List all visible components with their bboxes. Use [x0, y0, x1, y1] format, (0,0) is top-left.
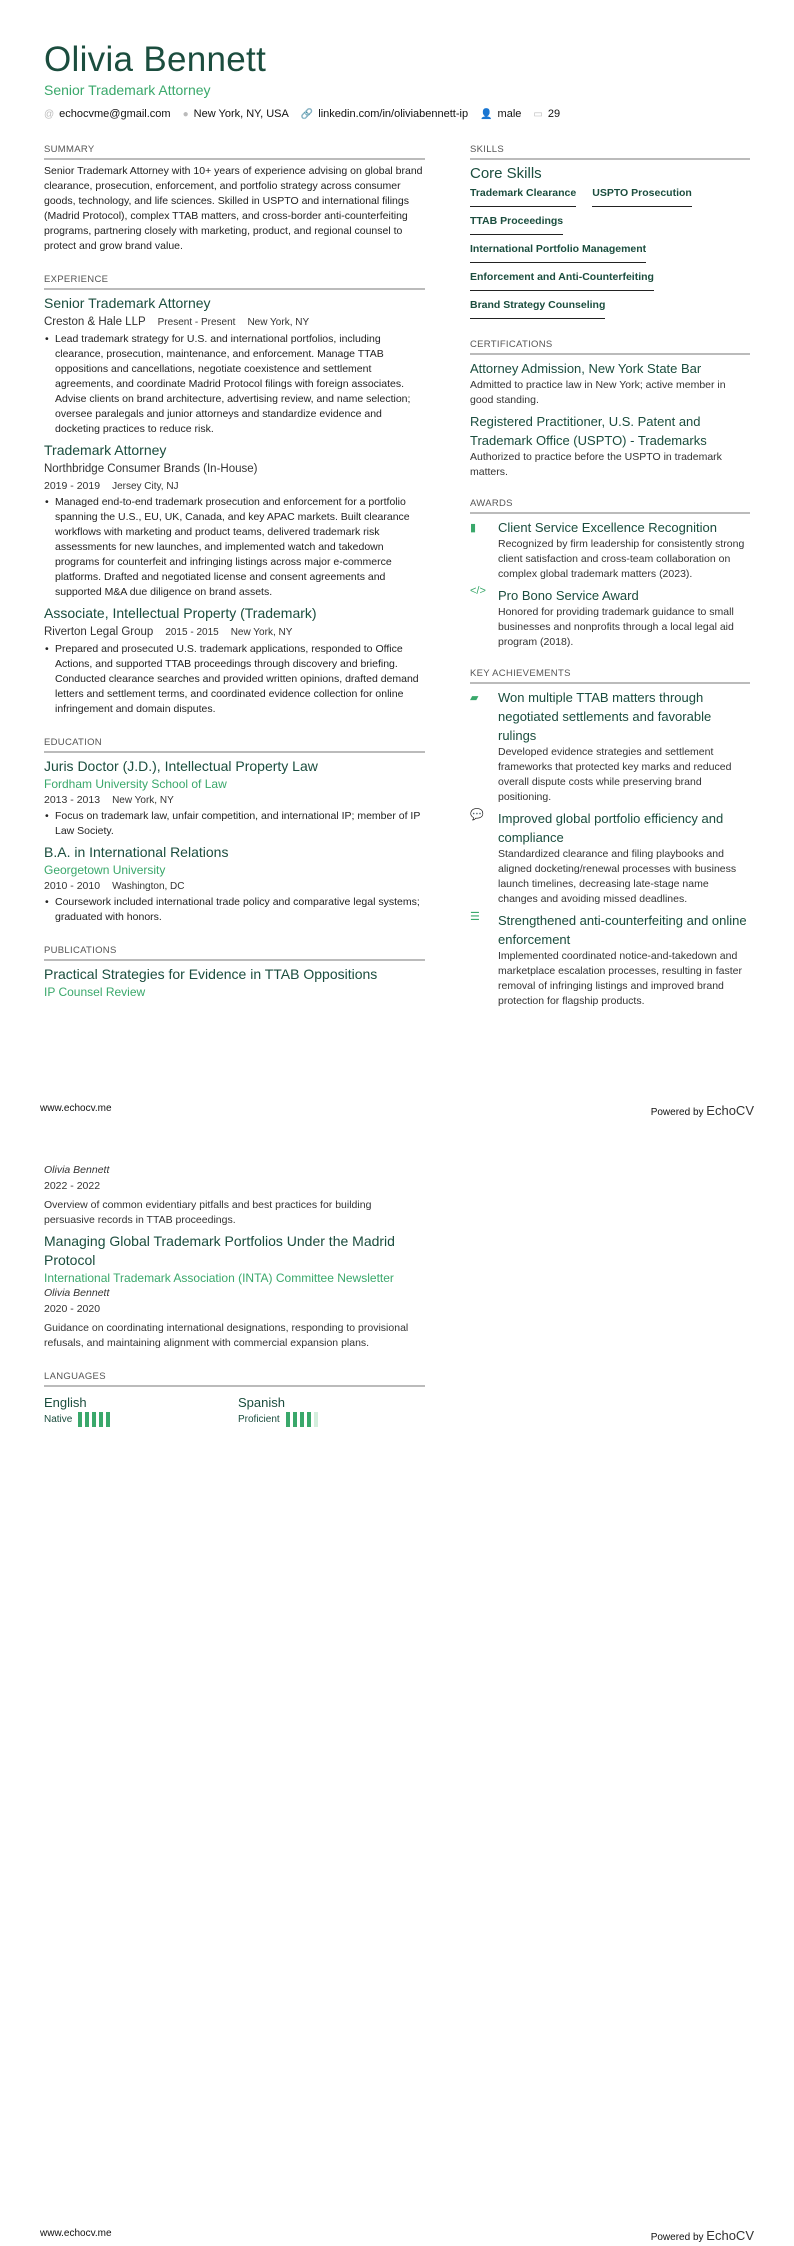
language-rating-bars	[286, 1412, 318, 1427]
degree: B.A. in International Relations	[44, 844, 229, 860]
company: Northbridge Consumer Brands (In-House)	[44, 463, 258, 475]
contact-text: linkedin.com/in/oliviabennett-ip	[318, 108, 469, 120]
job-bullet: • Lead trademark strategy for U.S. and international portfolios, including clearance, prosecution, maintenance, and enforcement. Manage TTAB oppositions and cancellations, negotiate coexistence and settlement agreements, and coordinate Madrid Protocol filings with foreign associates. Advise clients on brand architecture, advertising review, and name selection; oversee paralegals and junior attorneys and standardize evidence and docketing practices to reduce risk.	[44, 332, 425, 437]
left-column	[44, 130, 425, 1000]
dates: 2015 - 2015	[165, 627, 219, 638]
achievement-description: Standardized clearance and filing playbooks and aligned docketing/renewal processes with business launch timelines, decreasing late-stage name changes and avoiding missed deadlines.	[498, 848, 737, 905]
candidate-title: Senior Trademark Attorney	[44, 82, 211, 98]
achievement-title: Strengthened anti-counterfeiting and online enforcement	[498, 913, 747, 947]
calendar-icon: ▭	[533, 109, 543, 120]
right-column	[470, 130, 750, 1009]
job-role: Trademark Attorney	[44, 442, 167, 458]
candidate-name: Olivia Bennett	[44, 40, 267, 79]
location: Washington, DC	[112, 881, 185, 892]
section-heading-summary: SUMMARY	[44, 144, 425, 160]
rating-bar	[92, 1412, 96, 1427]
rating-bar	[293, 1412, 297, 1427]
achievement-item	[470, 805, 750, 907]
education-item	[44, 757, 425, 839]
footer-powered	[651, 2228, 754, 2243]
powered-by-label: Powered by	[650, 2232, 704, 2243]
section-heading-awards: AWARDS	[470, 498, 750, 514]
experience-item	[44, 294, 425, 437]
publisher: International Trademark Association (INTA) Committee Newsletter	[44, 1271, 394, 1285]
achievement-item	[470, 907, 750, 1009]
left-column	[44, 1163, 425, 1427]
company: Creston & Hale LLP	[44, 316, 146, 328]
award-description: Recognized by firm leadership for consistently strong client satisfaction and cross-team collaboration on complex global trademark matters (2023).	[498, 538, 745, 580]
rating-bar	[99, 1412, 103, 1427]
publisher: IP Counsel Review	[44, 985, 146, 999]
language-name: Spanish	[238, 1395, 285, 1410]
publication-dates: 2020 - 2020	[44, 1303, 101, 1315]
contact-location	[183, 108, 289, 120]
certification-title: Attorney Admission, New York State Bar	[470, 361, 702, 376]
job-bullet: • Prepared and prosecuted U.S. trademark applications, responded to Office Actions, and supported TTAB proceedings through discovery and briefing. Conducted clearance searches and provided written opinions, drafted demand letters and settlement terms, and coordinated evidence collection for online infringement and domain disputes.	[44, 642, 425, 717]
achievement-title: Won multiple TTAB matters through negotiated settlements and favorable rulings	[498, 690, 712, 743]
footer-site-link[interactable]: www.echocv.me	[40, 1103, 112, 1114]
education-item	[44, 843, 425, 925]
language-rating-bars	[78, 1412, 110, 1427]
location: Jersey City, NJ	[112, 481, 179, 492]
skill-tag: Enforcement and Anti-Counterfeiting	[470, 267, 654, 291]
languages-list	[44, 1391, 425, 1427]
experience-item	[44, 441, 425, 600]
publication-author: Olivia Bennett	[44, 1164, 110, 1176]
section-heading-skills: SKILLS	[470, 144, 750, 160]
footer-site-link[interactable]: www.echocv.me	[40, 2228, 112, 2239]
publication-author: Olivia Bennett	[44, 1287, 110, 1299]
skill-group-title: Core Skills	[470, 165, 542, 182]
award-item	[470, 518, 750, 582]
school: Georgetown University	[44, 863, 166, 877]
skill-tag: International Portfolio Management	[470, 239, 646, 263]
page-footer	[40, 1103, 754, 1118]
contact-text: 29	[547, 108, 561, 120]
rating-bar	[300, 1412, 304, 1427]
rating-bar	[314, 1412, 318, 1427]
publication-title: Practical Strategies for Evidence in TTAB Oppositions	[44, 966, 378, 982]
dates: 2013 - 2013	[44, 794, 101, 806]
location: New York, NY	[230, 627, 293, 638]
job-bullet: • Managed end-to-end trademark prosecution and enforcement for a portfolio spanning the U.S., EU, UK, Canada, and key APAC markets. Built clearance workflows with marketing and product teams, delivered trademark risk assessments for new launches, and implemented watch and takedown programs for counterfeit and infringing listings across major e-commerce platforms. Drafted and negotiated license and consent agreements and supported M&A due diligence on brand assets.	[44, 495, 425, 600]
dates: 2019 - 2019	[44, 480, 101, 492]
company: Riverton Legal Group	[44, 626, 154, 638]
location: New York, NY	[112, 795, 174, 806]
section-heading-achievements: KEY ACHIEVEMENTS	[470, 668, 750, 684]
achievement-description: Developed evidence strategies and settlement frameworks that protected key marks and reduced overall dispute costs while preserving brand positioning.	[498, 746, 732, 803]
brand-logo: EchoCV	[706, 1103, 754, 1118]
contact-gender	[480, 108, 521, 120]
location: New York, NY	[247, 317, 310, 328]
contact-linkedin[interactable]	[301, 108, 468, 120]
publication-description: Guidance on coordinating international designations, responding to provisional refusals, and maintaining alignment with commercial expansion plans.	[44, 1322, 409, 1349]
award-item	[470, 582, 750, 650]
language-level: Native	[44, 1414, 73, 1426]
contact-age	[533, 108, 560, 120]
job-role: Senior Trademark Attorney	[44, 295, 211, 311]
section-heading-languages: LANGUAGES	[44, 1371, 425, 1387]
person-icon: 👤	[480, 109, 493, 120]
skill-tag: TTAB Proceedings	[470, 211, 563, 235]
award-title: Client Service Excellence Recognition	[498, 520, 717, 535]
location-pin-icon: ●	[182, 109, 189, 120]
publication-description: Overview of common evidentiary pitfalls and best practices for building persuasive records in TTAB proceedings.	[44, 1199, 372, 1226]
resume-page-2	[0, 1123, 794, 2246]
file-icon: ▰	[470, 692, 479, 704]
achievement-description: Implemented coordinated notice-and-takedown and marketplace escalation processes, resulting in faster removal of infringing listings and improved brand protection for flagship products.	[498, 950, 742, 1007]
rating-bar	[106, 1412, 110, 1427]
certification-title: Registered Practitioner, U.S. Patent and Trademark Office (USPTO) - Trademarks	[470, 414, 707, 448]
powered-by-label: Powered by	[650, 1107, 704, 1118]
skills-list	[470, 183, 750, 323]
chat-icon: 💬	[470, 809, 484, 821]
skill-tag: Trademark Clearance	[470, 183, 576, 207]
contact-text: New York, NY, USA	[193, 108, 289, 120]
lines-icon: ☰	[470, 911, 480, 923]
experience-item	[44, 604, 425, 717]
at-icon: @	[44, 109, 55, 120]
language-item	[238, 1391, 318, 1427]
education-bullet: • Focus on trademark law, unfair competition, and international IP; member of IP Law Society.	[44, 809, 425, 839]
section-heading-certifications: CERTIFICATIONS	[470, 339, 750, 355]
award-title: Pro Bono Service Award	[498, 588, 639, 603]
publication-dates: 2022 - 2022	[44, 1180, 101, 1192]
code-icon: </>	[470, 585, 486, 597]
building-icon: ▮	[470, 522, 477, 534]
language-level: Proficient	[238, 1414, 280, 1426]
skill-tag: USPTO Prosecution	[592, 183, 692, 207]
contact-info	[44, 108, 560, 120]
degree: Juris Doctor (J.D.), Intellectual Property Law	[44, 758, 318, 774]
award-description: Honored for providing trademark guidance to small businesses and nonprofits through a local legal aid program (2018).	[498, 606, 734, 648]
job-role: Associate, Intellectual Property (Trademark)	[44, 605, 317, 621]
education-bullet: • Coursework included international trade policy and comparative legal systems; graduated with honors.	[44, 895, 425, 925]
footer-powered	[651, 1103, 754, 1118]
section-heading-education: EDUCATION	[44, 737, 425, 753]
brand-logo: EchoCV	[706, 2228, 754, 2243]
skill-tag: Brand Strategy Counseling	[470, 295, 605, 319]
achievement-item	[470, 688, 750, 805]
dates: Present - Present	[157, 317, 236, 328]
language-item	[44, 1391, 238, 1427]
publication-title: Managing Global Trademark Portfolios Under the Madrid Protocol	[44, 1233, 395, 1268]
summary-text: Senior Trademark Attorney with 10+ years of experience advising on global brand clearance, prosecution, enforcement, and portfolio strategy across consumer goods, technology, and life sciences. Skilled in USPTO and international filings (Madrid Protocol), complex TTAB matters, and cross-border anti-counterfeiting programs, partnering closely with marketing, product, and regional counsel to protect and grow brand value.	[44, 165, 423, 252]
rating-bar	[85, 1412, 89, 1427]
contact-email[interactable]	[44, 108, 171, 120]
rating-bar	[286, 1412, 290, 1427]
certification-description: Admitted to practice law in New York; active member in good standing.	[470, 379, 726, 406]
page-footer	[40, 2228, 754, 2243]
link-icon: 🔗	[300, 109, 314, 120]
school: Fordham University School of Law	[44, 777, 227, 791]
certification-description: Authorized to practice before the USPTO in trademark matters.	[470, 451, 722, 478]
achievement-title: Improved global portfolio efficiency and compliance	[498, 811, 724, 845]
contact-text: male	[497, 108, 522, 120]
section-heading-experience: EXPERIENCE	[44, 274, 425, 290]
contact-text: echocvme@gmail.com	[59, 108, 171, 120]
rating-bar	[307, 1412, 311, 1427]
rating-bar	[78, 1412, 82, 1427]
section-heading-publications: PUBLICATIONS	[44, 945, 425, 961]
dates: 2010 - 2010	[44, 880, 101, 892]
language-name: English	[44, 1395, 87, 1410]
